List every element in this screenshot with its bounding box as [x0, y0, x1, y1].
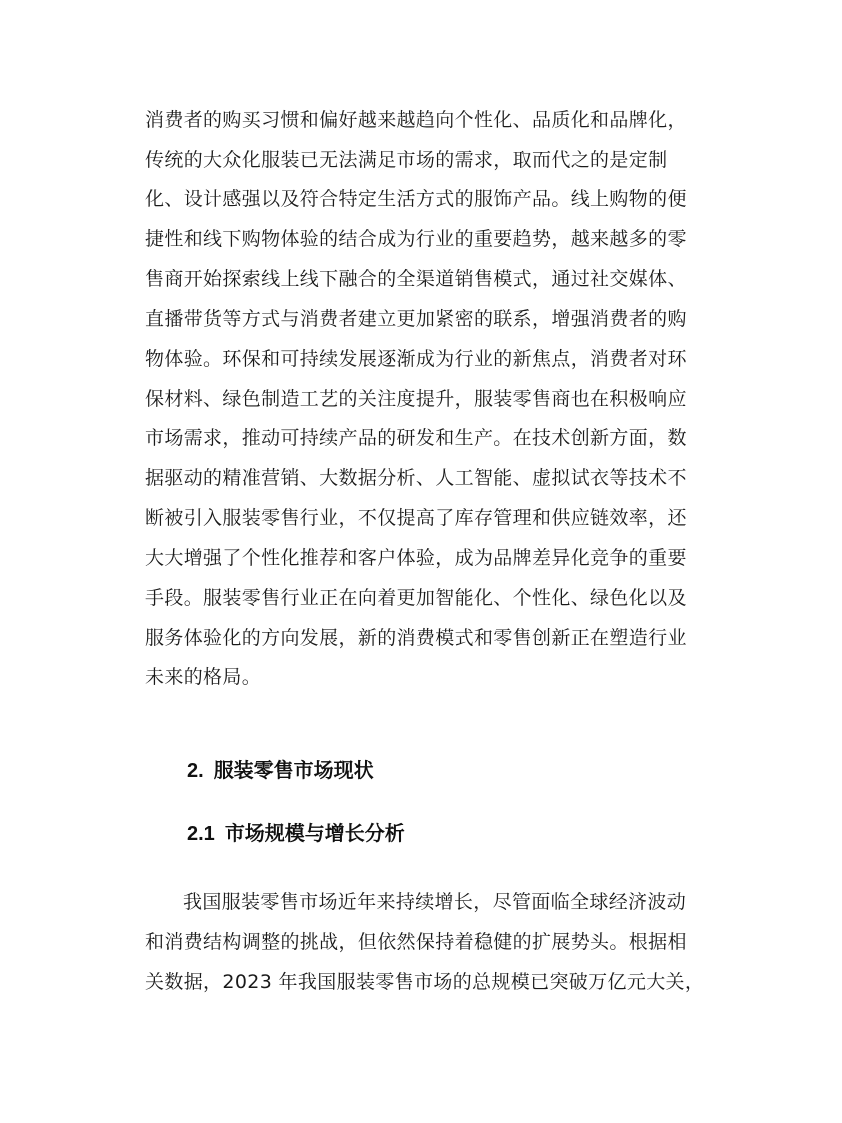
paragraph-line: 我国服装零售市场近年来持续增长，尽管面临全球经济波动: [183, 891, 687, 913]
paragraph-line: 捷性和线下购物体验的结合成为行业的重要趋势，越来越多的零: [145, 228, 687, 250]
section-number: 2.: [187, 760, 204, 782]
paragraph-line: 直播带货等方式与消费者建立更加紧密的联系，增强消费者的购: [145, 308, 687, 330]
paragraph-line: 断被引入服装零售行业，不仅提高了库存管理和供应链效率，还: [145, 507, 687, 529]
subsection-number: 2.1: [187, 823, 215, 845]
paragraph-line: 市场需求，推动可持续产品的研发和生产。在技术创新方面，数: [145, 427, 687, 449]
section-heading: [187, 757, 374, 785]
paragraph-line: 据驱动的精准营销、大数据分析、人工智能、虚拟试衣等技术不: [145, 467, 687, 489]
paragraph-line: 保材料、绿色制造工艺的关注度提升，服装零售商也在积极响应: [145, 388, 687, 410]
paragraph-line: 手段。服装零售行业正在向着更加智能化、个性化、绿色化以及: [145, 587, 687, 609]
paragraph-line: 传统的大众化服装已无法满足市场的需求，取而代之的是定制: [145, 149, 668, 171]
paragraph-line: 物体验。环保和可持续发展逐渐成为行业的新焦点，消费者对环: [145, 348, 687, 370]
paragraph-line: 售商开始探索线上线下融合的全渠道销售模式，通过社交媒体、: [145, 268, 687, 290]
subsection-title: 市场规模与增长分析: [224, 823, 405, 845]
paragraph-line: 大大增强了个性化推荐和客户体验，成为品牌差异化竞争的重要: [145, 547, 687, 569]
paragraph-line: 关数据，2023 年我国服装零售市场的总规模已突破万亿元大关，: [145, 971, 705, 993]
paragraph-line: 和消费结构调整的挑战，但依然保持着稳健的扩展势头。根据相: [145, 931, 687, 953]
paragraph-line: 未来的格局。: [145, 666, 262, 688]
section-title: 服装零售市场现状: [213, 760, 374, 782]
paragraph-line: 服务体验化的方向发展，新的消费模式和零售创新正在塑造行业: [145, 627, 687, 649]
paragraph-line: 化、设计感强以及符合特定生活方式的服饰产品。线上购物的便: [145, 188, 687, 210]
subsection-heading: [187, 820, 405, 848]
paragraph-line: 消费者的购买习惯和偏好越来越趋向个性化、品质化和品牌化，: [145, 109, 687, 131]
